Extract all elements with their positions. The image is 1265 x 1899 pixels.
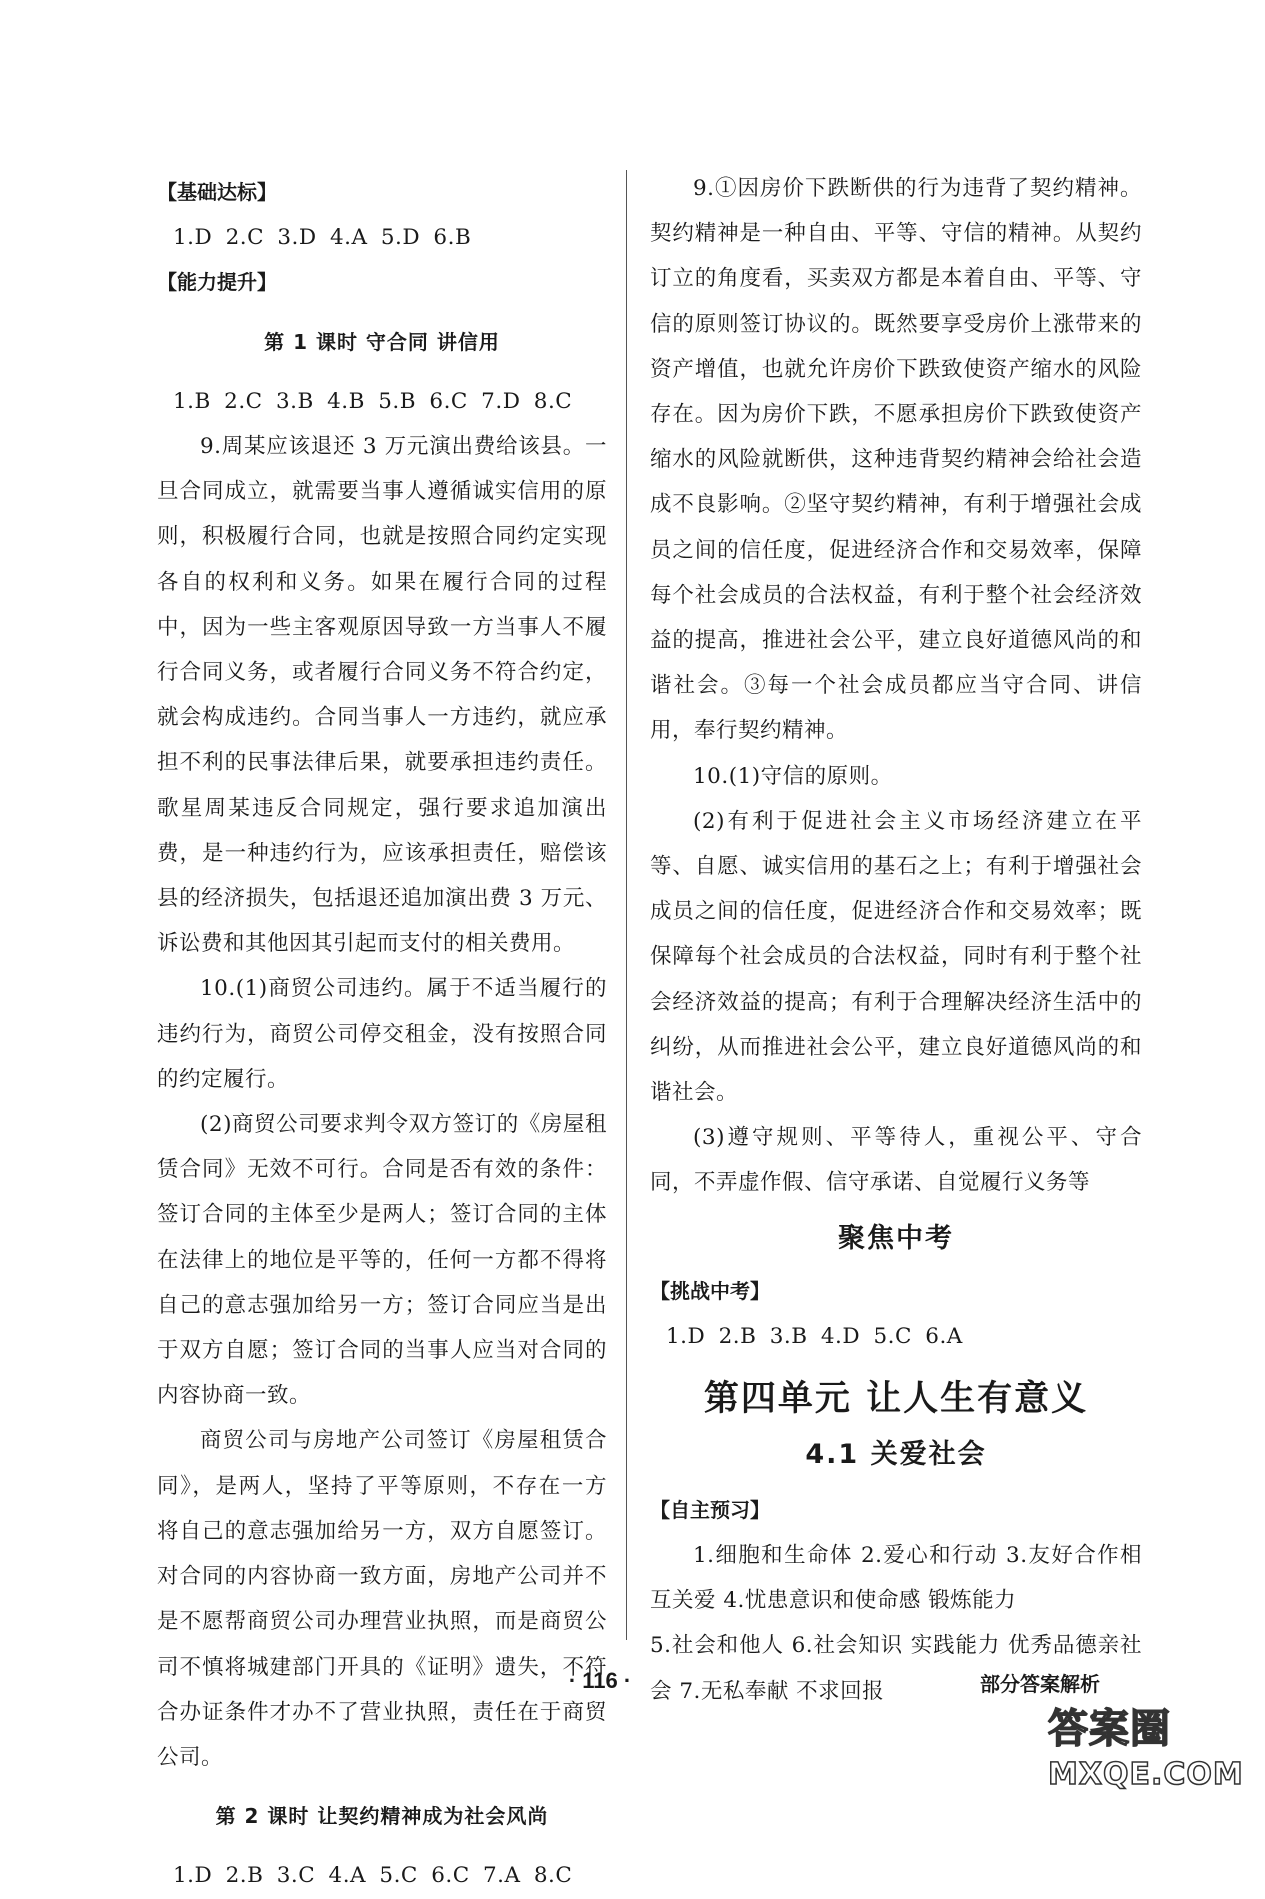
lesson1-answers: 1.B 2.C 3.B 4.B 5.B 6.C 7.D 8.C [173, 388, 573, 414]
page-number: · 116 · [568, 1668, 632, 1693]
preview-answers-1: 1.细胞和生命体 2.爱心和行动 3.友好合作相互关爱 4.忧患意识和使命感 锻炼能力 [650, 1542, 1142, 1614]
preview-answers-2: 5.社会和他人 6.社会知识 实践能力 优秀品德亲社会 7.无私奉献 不求回报 [650, 1633, 1142, 1704]
lesson2-q9: 9.①因房价下跌断供的行为违背了契约精神。契约精神是一种自由、平等、守信的精神。从契约订立的角度看，买卖双方都是本着自由、平等、守信的原则签订协议的。既然要享受房价上涨带来的资产增值，也就允许房价下跌致使资产缩水的风险存在。因为房价下跌，不愿承担房价下跌致使资产缩水的风险就断供，这种违背契约精神会给社会造成不良影响。②坚守契约精神，有利于增强社会成员之间的信任度，促进经济合作和交易效率，保障每个社会成员的合法权益，有利于整个社会经济效益的提高，推进社会公平，建立良好道德风尚的和谐社会。③每一个社会成员都应当守合同、讲信用，奉行契约精神。 [650, 176, 1142, 744]
lesson1-title: 第 1 课时 守合同 讲信用 [264, 329, 500, 354]
tag-ability: 【能力提升】 [157, 270, 277, 295]
lesson2-q10-part2: (2)有利于促进社会主义市场经济建立在平等、自愿、诚实信用的基石之上；有利于增强社会成员之间的信任度，促进经济合作和交易效率；既保障每个社会成员的合法权益，同时有利于整个社会经济效益的提高；有利于合理解决经济生活中的纠纷，从而推进社会公平，建立良好道德风尚的和谐社会。 [650, 808, 1142, 1106]
basic-answers: 1.D 2.C 3.D 4.A 5.D 6.B [173, 225, 472, 251]
challenge-answers: 1.D 2.B 3.B 4.D 5.C 6.A [666, 1324, 963, 1350]
watermark-line2: MXQE.COM [1048, 1757, 1244, 1792]
footer-section-label: 部分答案解析 [980, 1672, 1100, 1696]
lesson1-q9: 9.周某应该退还 3 万元演出费给该县。一旦合同成立，就需要当事人遵循诚实信用的原则，积极履行合同，也就是按照合同约定实现各自的权利和义务。如果在履行合同的过程中，因为一些主客观原因导致一方当事人不履行合同义务，或者履行合同义务不符合约定，就会构成违约。合同当事人一方违约，就应承担不利的民事法律后果，就要承担违约责任。歌星周某违反合同规定，强行要求追加演出费，是一种违约行为，应该承担责任，赔偿该县的经济损失，包括退还追加演出费 3 万元、诉讼费和其他因其引起而支付的相关费用。 [157, 434, 607, 957]
lesson2-q10-part3: (3)遵守规则、平等待人，重视公平、守合同，不弄虚作假、信守承诺、自觉履行义务等 [650, 1125, 1142, 1196]
lesson1-q10-part3: 商贸公司与房地产公司签订《房屋租赁合同》，是两人，坚持了平等原则，不存在一方将自己的意志强加给另一方，双方自愿签订。对合同的内容协商一致方面，房地产公司并不是不愿帮商贸公司办理营业执照，而是商贸公司不慎将城建部门开具的《证明》遗失，不符合办证条件才办不了营业执照，责任在于商贸公司。 [157, 1428, 607, 1770]
lesson2-q10-part1: 10.(1)守信的原则。 [693, 763, 893, 789]
right-column [650, 166, 1142, 1714]
focus-exam-title: 聚焦中考 [838, 1222, 954, 1254]
watermark-line1: 答案圈 [1048, 1706, 1171, 1752]
column-divider [626, 170, 627, 1640]
tag-challenge: 【挑战中考】 [650, 1278, 770, 1303]
section-title: 4.1 关爱社会 [805, 1439, 987, 1471]
lesson2-answers: 1.D 2.B 3.C 4.A 5.C 6.C 7.A 8.C [173, 1863, 573, 1889]
unit-title: 第四单元 让人生有意义 [703, 1379, 1089, 1420]
tag-preview: 【自主预习】 [650, 1497, 770, 1522]
left-column [157, 170, 607, 1899]
tag-basic: 【基础达标】 [157, 180, 277, 204]
lesson1-q10-part2: (2)商贸公司要求判令双方签订的《房屋租赁合同》无效不可行。合同是否有效的条件：签订合同的主体至少是两人；签订合同的主体在法律上的地位是平等的，任何一方都不得将自己的意志强加给另一方；签订合同应当是出于双方自愿；签订合同的当事人应当对合同的内容协商一致。 [157, 1112, 607, 1409]
lesson2-title: 第 2 课时 让契约精神成为社会风尚 [215, 1804, 549, 1829]
watermark-logo [1040, 1700, 1260, 1796]
lesson1-q10-part1: 10.(1)商贸公司违约。属于不适当履行的违约行为，商贸公司停交租金，没有按照合同的约定履行。 [157, 976, 607, 1092]
